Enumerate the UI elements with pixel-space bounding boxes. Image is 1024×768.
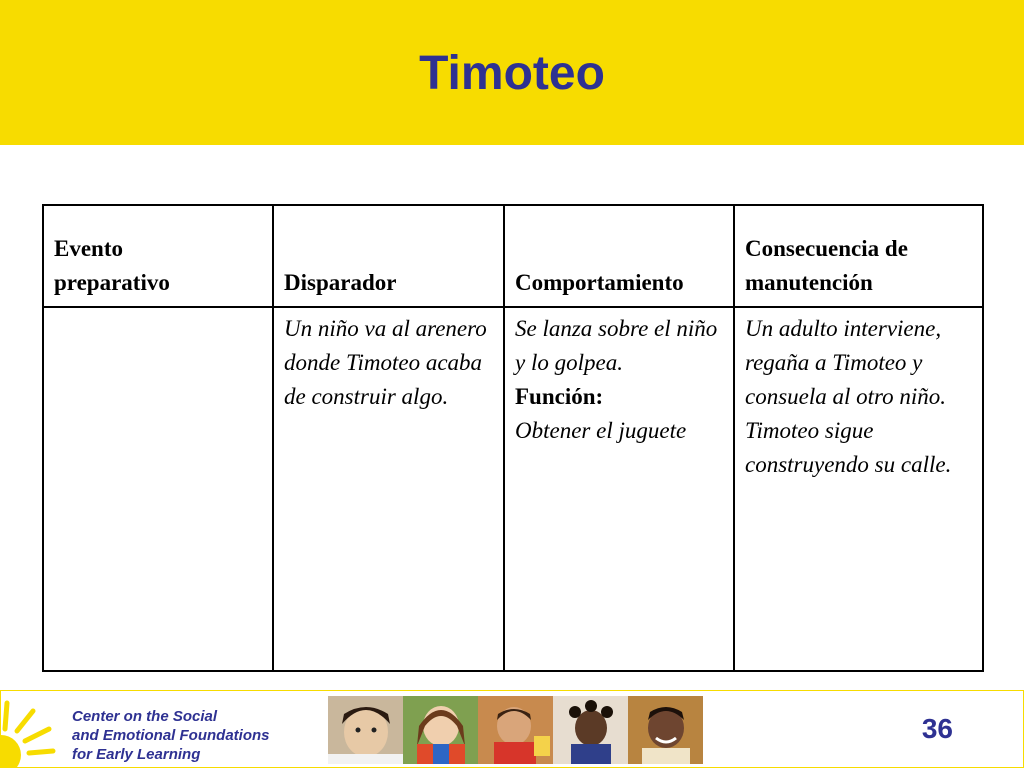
table-row — [43, 307, 983, 671]
table-header-row — [43, 205, 983, 307]
page-number: 36 — [921, 713, 953, 744]
consecuencia-text-2: Timoteo sigue construyendo su calle. — [745, 418, 952, 477]
cell-comportamiento — [504, 307, 734, 671]
footer-bar — [0, 690, 1024, 768]
child-photo — [478, 696, 553, 764]
slide-title: Timoteo — [419, 47, 605, 100]
comportamiento-text: Se lanza sobre el niño y lo golpea. — [515, 316, 718, 375]
header-evento-preparativo: Evento preparativo — [43, 205, 273, 307]
child-photo — [553, 696, 628, 764]
header-disparador: Disparador — [273, 205, 504, 307]
sun-logo-icon — [1, 693, 71, 767]
child-photo — [403, 696, 478, 764]
cell-consecuencia — [734, 307, 983, 671]
cell-evento-preparativo — [43, 307, 273, 671]
cell-disparador: Un niño va al arenero donde Timoteo acaba de construir algo. — [273, 307, 504, 671]
child-photo — [328, 696, 403, 764]
funcion-text: Obtener el juguete — [515, 418, 687, 443]
child-photo — [628, 696, 703, 764]
org-name: Center on the Social and Emotional Foundations for Early Learning — [72, 708, 270, 763]
header-consecuencia: Consecuencia de manutención — [734, 205, 983, 307]
abc-table — [42, 204, 984, 672]
consecuencia-text-1: Un adulto interviene, regaña a Timoteo y consuela al otro niño. — [745, 316, 947, 409]
photo-strip — [328, 696, 703, 764]
header-comportamiento: Comportamiento — [504, 205, 734, 307]
funcion-label: Función: — [515, 384, 604, 409]
